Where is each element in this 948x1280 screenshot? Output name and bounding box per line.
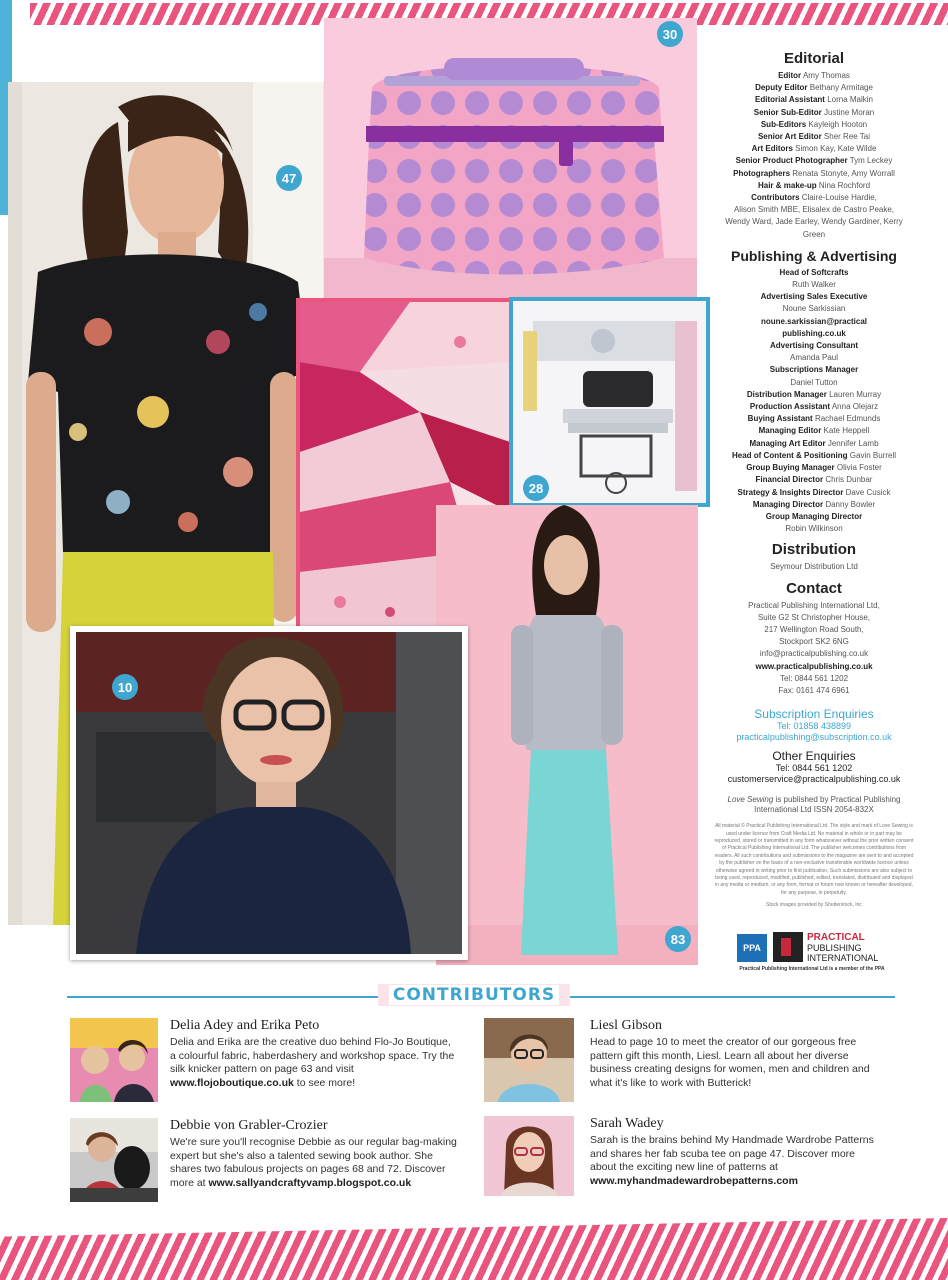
masthead-line: Managing Editor Kate Heppell [758,426,870,436]
stock-image-credit: Stock images provided by Shutterstock, Inc [766,902,862,909]
masthead-line: Subscriptions Manager [769,365,859,375]
masthead-line: Photographers Renata Stonyte, Amy Worrall [733,168,895,178]
photo-singer-illustration [509,297,710,507]
photo-vanity-bag [324,18,697,300]
masthead-line: Robin Wilkinson [785,524,843,534]
masthead-line: Editorial Assistant Lorna Malkin [755,95,873,105]
masthead-line: Senior Art Editor Sher Ree Tai [757,132,871,142]
contact-line: Practical Publishing International Ltd, [748,600,880,610]
ppa-logo: PPA [737,934,767,962]
subscription-tel: Tel: 01858 438899 [776,721,852,732]
other-enquiries-email-link[interactable]: customerservice@practicalpublishing.co.uk [727,774,901,785]
masthead-line: Wendy Ward, Jade Earley, Wendy Gardiner, Kerry Green [725,217,903,239]
masthead-email-link[interactable]: publishing.co.uk [782,328,846,338]
masthead-line: Managing Art Editor Jennifer Lamb [749,438,879,448]
masthead-email-link[interactable]: noune.sarkissian@practical [760,316,868,326]
contributor-website-link[interactable]: www.flojoboutique.co.uk [170,1076,294,1089]
masthead-line: Seymour Distribution Ltd [770,562,858,572]
page-badge: 10 [112,674,138,700]
other-enquiries-tel: Tel: 0844 561 1202 [775,763,853,774]
masthead-line: Noune Sarkissian [782,304,846,314]
contributor-bio: Head to page 10 to meet the creator of our gorgeous free pattern gift this month, Liesl. Learn all about her diverse business creating designs for women, men and children and what it's like to work with Butterick! [590,1036,870,1089]
avatar [70,1118,158,1202]
subscription-heading: Subscription Enquiries [754,707,874,722]
masthead-line: Hair & make-up Nina Rochford [757,180,871,190]
contact-heading: Contact [786,579,842,597]
masthead-line: Advertising Sales Executive [760,292,868,302]
contributor-bio: Delia and Erika are the creative duo behind Flo-Jo Boutique, a colourful fabric, haberdashery and workshop space. Try the silk knicker pattern on page 63 and visit www.flojoboutique.co.uk to see more! [170,1036,455,1089]
practical-publishing-logo: PRACTICAL PUBLISHING INTERNATIONAL [807,932,879,963]
contact-line: Tel: 0844 561 1202 [779,673,849,683]
contributor-name: Liesl Gibson [590,1018,662,1033]
copyright-fine-print: All material © Practical Publishing International Ltd. The style and mark of Love Sewing is used under licence from Craft Media Ltd. No material in whole or in part may be reproduced, stored or transmitted in any form whatsoever without the prior written consent of Practical Publishing International Ltd. The publisher welcomes contributions from readers. All such contributions and submissions to the magazine are sent to and accepted by the publisher on the basis of a non-exclusive transferable worldwide licence unless otherwise agreed in writing prior to first publication. Such submissions are also subject to being used, reproduced, modified, published, edited, translated, distributed and displayed in any media or medium, or any form, format or forum now known or hereafter developed, for any purpose, in perpetuity. [714,823,914,896]
contributor-name: Sarah Wadey [590,1116,664,1131]
subscription-email-link[interactable]: practicalpublishing@subscription.co.uk [736,732,892,743]
masthead-line: Senior Product Photographer Tym Leckey [735,156,893,166]
contributor-name: Debbie von Grabler-Crozier [170,1118,328,1133]
contributor-website-link[interactable]: www.sallyandcraftyvamp.blogspot.co.uk [208,1176,412,1189]
masthead-line: Ruth Walker [792,280,836,290]
masthead-line: Financial Director Chris Dunbar [755,475,873,485]
masthead-line: Art Editors Simon Kay, Kate Wilde [751,144,877,154]
contact-line: Stockport SK2 6NG [779,637,849,647]
contributor-website-link[interactable]: www.myhandmadewardrobepatterns.com [590,1174,798,1187]
masthead-line: Group Managing Director [765,511,863,521]
contributor-name: Delia Adey and Erika Peto [170,1018,320,1033]
ppa-membership-note: Practical Publishing International Ltd is a member of the PPA [739,966,885,972]
distribution-heading: Distribution [771,541,857,559]
contributor-bio: Sarah is the brains behind My Handmade Wardrobe Patterns and shares her fab scuba tee on page 47. Discover more about the exciting new line of patterns at www.myhandmadewardrobepatterns.com [590,1134,874,1187]
masthead-line: Amanda Paul [789,353,839,363]
photo-jumper-and-skirt [436,505,698,965]
masthead-line: Daniel Tutton [790,377,838,387]
publisher-statement: Love Sewing is published by Practical Publishing International Ltd ISSN 2054-832X [727,795,901,815]
page-badge: 47 [276,165,302,191]
bottom-stripe-decoration [0,1218,948,1280]
publishing-heading: Publishing & Advertising [731,247,897,264]
masthead-line: Deputy Editor Bethany Armitage [755,83,873,93]
page-badge: 28 [523,475,549,501]
practical-publishing-mark-icon [773,932,803,962]
masthead-line: Sub-Editors Kayleigh Hooton [760,119,868,129]
avatar [70,1018,158,1102]
masthead-line: Advertising Consultant [769,341,858,351]
masthead-line: Strategy & Insights Director Dave Cusick [737,487,891,497]
masthead-line: Alison Smith MBE, Elisalex de Castro Peake, [733,205,895,215]
contact-email-link[interactable]: info@practicalpublishing.co.uk [759,649,869,659]
contact-line: Suite G2 St Christopher House, [757,612,871,622]
photo-author-portrait [70,626,468,960]
masthead-line: Editor Amy Thomas [778,71,850,80]
masthead-line: Group Buying Manager Olivia Foster [746,463,882,473]
masthead-line: Contributors Claire-Louise Hardie, [751,193,877,203]
masthead-line: Head of Softcrafts [779,267,849,277]
avatar [484,1018,574,1102]
masthead-line: Buying Assistant Rachael Edmunds [747,414,881,424]
masthead [714,50,914,911]
avatar [484,1116,574,1196]
contributor-bio: We're sure you'll recognise Debbie as our regular bag-making expert but she's also a talented sewing book author. She shares two fabulous projects on pages 68 and 72. Discover more at www.sallyandcraftyvamp.blogspot.co.uk [170,1136,457,1189]
editorial-heading: Editorial [783,50,844,67]
contact-web-link[interactable]: www.practicalpublishing.co.uk [755,661,873,671]
contributors-heading: CONTRIBUTORS [378,984,570,1006]
masthead-line: Senior Sub-Editor Justine Moran [753,107,875,117]
masthead-line: Production Assistant Anna Olejarz [749,402,879,412]
contact-line: Fax: 0161 474 6961 [778,685,850,695]
other-enquiries-heading: Other Enquiries [772,749,856,764]
page-badge: 83 [665,926,691,952]
masthead-line: Head of Content & Positioning Gavin Burrell [731,450,897,460]
contact-line: 217 Wellington Road South, [764,624,864,634]
masthead-line: Managing Director Danny Bowler [752,499,876,509]
masthead-line: Distribution Manager Lauren Murray [746,389,882,399]
publisher-logos [737,932,887,968]
page-badge: 30 [657,21,683,47]
